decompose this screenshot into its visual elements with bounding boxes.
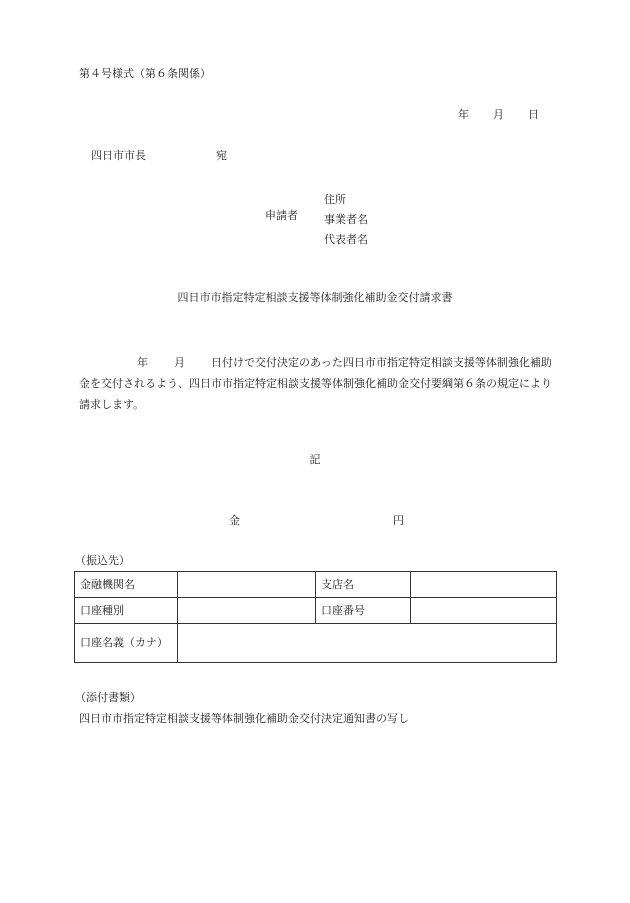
transfer-label: （振込先） [75, 554, 130, 567]
addressee [91, 150, 227, 161]
applicant-representative-label: 代表者名 [324, 233, 368, 246]
attachments-label: （添付書類） [75, 691, 141, 704]
account-number-field[interactable] [411, 598, 557, 624]
date-day-label: 日 [528, 108, 539, 121]
applicant-label: 申請者 [265, 209, 298, 222]
body-text: 日付けで交付決定のあった四日市市指定特定相談支援等体制強化補助金を交付されるよう、四日市市指定特定相談支援等体制強化補助金交付要綱第６条の規定により請求します。 [79, 356, 552, 411]
date-year-label: 年 [458, 108, 469, 121]
request-body [79, 352, 557, 415]
bank-name-label: 金融機関名 [75, 572, 178, 598]
account-type-field[interactable] [178, 598, 316, 624]
applicant-fields [324, 190, 368, 250]
ki-heading: 記 [309, 453, 321, 466]
account-number-label: 口座番号 [316, 598, 411, 624]
applicant-address-label: 住所 [324, 193, 346, 206]
table-row [75, 598, 557, 624]
date-month-label: 月 [493, 108, 504, 121]
page-title: 四日市市指定特定相談支援等体制強化補助金交付請求書 [177, 291, 453, 304]
body-year-label: 年 [137, 356, 148, 369]
addressee-honorific: 宛 [216, 149, 227, 162]
date-line [458, 109, 539, 120]
account-holder-label: 口座名義（カナ） [75, 624, 178, 663]
account-holder-field[interactable] [178, 624, 557, 663]
body-month-label: 月 [174, 356, 185, 369]
branch-name-label: 支店名 [316, 572, 411, 598]
table-row [75, 624, 557, 663]
amount-yen-label: 円 [393, 514, 404, 527]
bank-info-table [74, 571, 557, 663]
attachment-item: 四日市市指定特定相談支援等体制強化補助金交付決定通知書の写し [79, 712, 409, 725]
table-row [75, 572, 557, 598]
branch-name-field[interactable] [411, 572, 557, 598]
amount-kin-label: 金 [229, 514, 240, 527]
form-number: 第４号様式（第６条関係） [79, 67, 211, 80]
bank-name-field[interactable] [178, 572, 316, 598]
addressee-name: 四日市市長 [91, 149, 146, 162]
account-type-label: 口座種別 [75, 598, 178, 624]
applicant-business-name-label: 事業者名 [324, 213, 368, 226]
